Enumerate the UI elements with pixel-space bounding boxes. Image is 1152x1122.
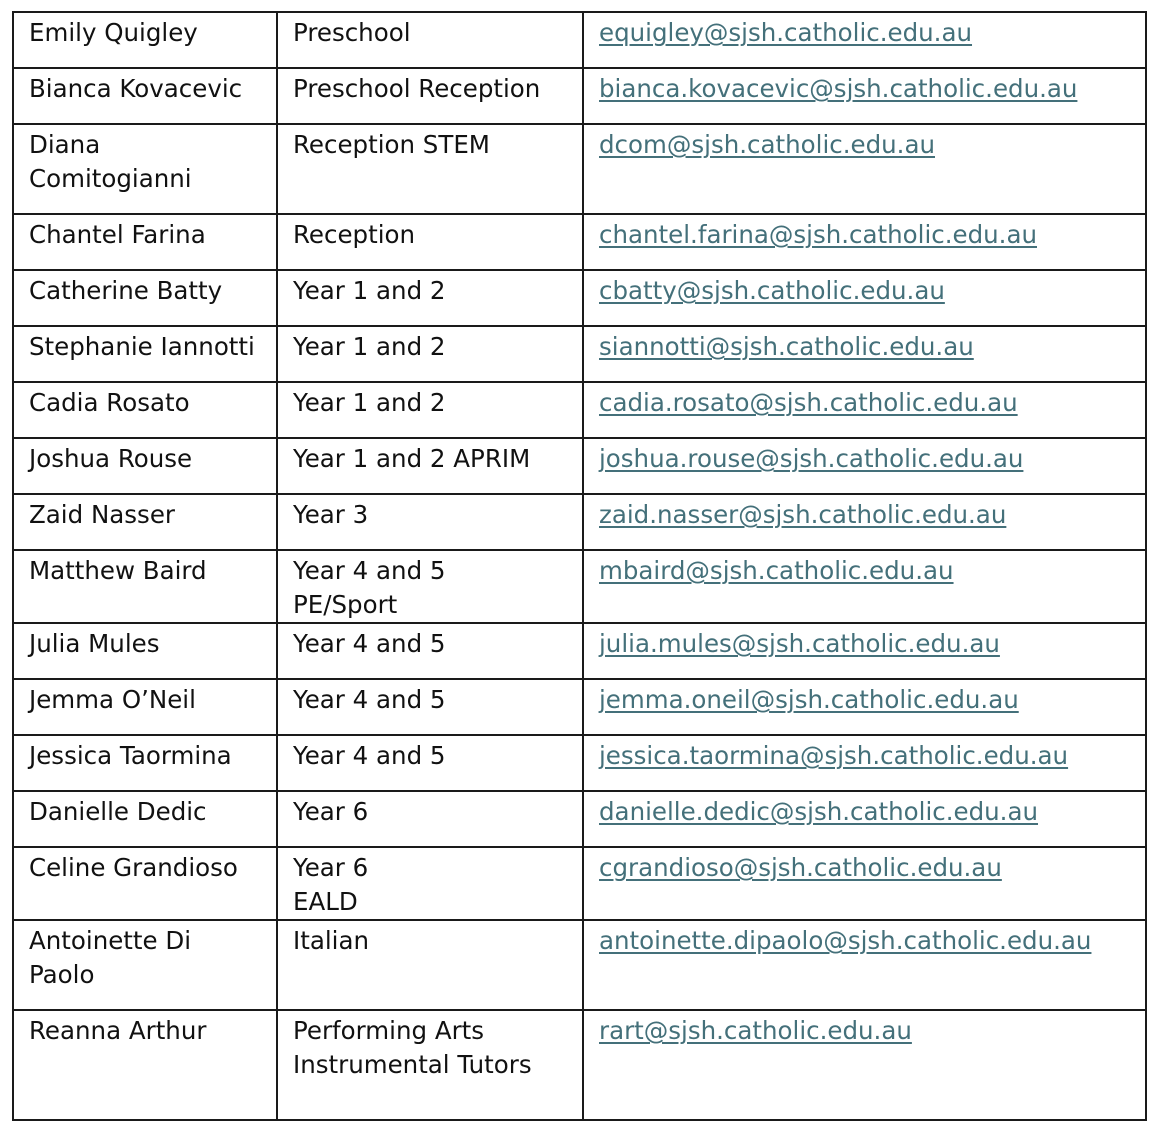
staff-email-link[interactable]: dcom@sjsh.catholic.edu.au [599,130,935,159]
staff-name: Danielle Dedic [13,791,277,847]
staff-email-link[interactable]: joshua.rouse@sjsh.catholic.edu.au [599,444,1024,473]
staff-name: Emily Quigley [13,12,277,68]
table-row [13,735,1146,791]
table-row [13,382,1146,438]
staff-email-cell [583,623,1146,679]
staff-email-link[interactable]: bianca.kovacevic@sjsh.catholic.edu.au [599,74,1078,103]
staff-role: Year 4 and 5 [277,735,583,791]
staff-email-link[interactable]: antoinette.dipaolo@sjsh.catholic.edu.au [599,926,1092,955]
staff-role: Preschool Reception [277,68,583,124]
staff-email-cell [583,550,1146,623]
staff-role: Year 1 and 2 [277,326,583,382]
staff-role: Year 1 and 2 [277,270,583,326]
staff-role: Year 4 and 5 [277,623,583,679]
staff-email-cell [583,12,1146,68]
staff-email-link[interactable]: jemma.oneil@sjsh.catholic.edu.au [599,685,1019,714]
staff-role: Year 6 EALD [277,847,583,920]
table-row [13,1010,1146,1120]
staff-name: Cadia Rosato [13,382,277,438]
table-row [13,494,1146,550]
staff-email-cell [583,68,1146,124]
staff-email-cell [583,214,1146,270]
table-row [13,270,1146,326]
staff-email-cell [583,326,1146,382]
staff-name: Diana Comitogianni [13,124,277,214]
table-row [13,326,1146,382]
staff-name: Julia Mules [13,623,277,679]
staff-email-link[interactable]: zaid.nasser@sjsh.catholic.edu.au [599,500,1007,529]
staff-email-link[interactable]: julia.mules@sjsh.catholic.edu.au [599,629,1000,658]
staff-name: Celine Grandioso [13,847,277,920]
table-row [13,847,1146,920]
staff-email-link[interactable]: chantel.farina@sjsh.catholic.edu.au [599,220,1037,249]
staff-name: Joshua Rouse [13,438,277,494]
staff-role: Year 3 [277,494,583,550]
staff-role: Year 1 and 2 [277,382,583,438]
staff-email-cell [583,494,1146,550]
staff-name: Zaid Nasser [13,494,277,550]
staff-name: Jessica Taormina [13,735,277,791]
staff-email-link[interactable]: cgrandioso@sjsh.catholic.edu.au [599,853,1002,882]
staff-email-cell [583,438,1146,494]
staff-email-link[interactable]: rart@sjsh.catholic.edu.au [599,1016,912,1045]
staff-email-link[interactable]: cbatty@sjsh.catholic.edu.au [599,276,945,305]
staff-name: Matthew Baird [13,550,277,623]
table-row [13,623,1146,679]
staff-email-link[interactable]: cadia.rosato@sjsh.catholic.edu.au [599,388,1018,417]
staff-email-cell [583,735,1146,791]
staff-email-link[interactable]: equigley@sjsh.catholic.edu.au [599,18,973,47]
staff-name: Stephanie Iannotti [13,326,277,382]
table-row [13,12,1146,68]
staff-name: Bianca Kovacevic [13,68,277,124]
table-row [13,679,1146,735]
staff-email-cell [583,124,1146,214]
table-row [13,920,1146,1010]
staff-email-cell [583,847,1146,920]
staff-name: Antoinette Di Paolo [13,920,277,1010]
staff-role: Year 1 and 2 APRIM [277,438,583,494]
staff-role: Italian [277,920,583,1010]
table-row [13,68,1146,124]
staff-name: Jemma O’Neil [13,679,277,735]
table-row [13,214,1146,270]
staff-role: Year 4 and 5 [277,679,583,735]
staff-role: Year 6 [277,791,583,847]
staff-email-link[interactable]: jessica.taormina@sjsh.catholic.edu.au [599,741,1069,770]
staff-email-link[interactable]: danielle.dedic@sjsh.catholic.edu.au [599,797,1039,826]
staff-email-cell [583,1010,1146,1120]
staff-name: Chantel Farina [13,214,277,270]
table-row [13,124,1146,214]
staff-role: Preschool [277,12,583,68]
staff-role: Reception [277,214,583,270]
staff-role: Year 4 and 5 PE/Sport [277,550,583,623]
staff-name: Reanna Arthur [13,1010,277,1120]
staff-email-cell [583,270,1146,326]
staff-email-cell [583,791,1146,847]
staff-name: Catherine Batty [13,270,277,326]
staff-role: Performing Arts Instrumental Tutors [277,1010,583,1120]
table-row [13,791,1146,847]
staff-email-link[interactable]: mbaird@sjsh.catholic.edu.au [599,556,954,585]
staff-email-cell [583,679,1146,735]
staff-contact-table [12,11,1147,1121]
table-row [13,438,1146,494]
staff-email-cell [583,920,1146,1010]
staff-email-cell [583,382,1146,438]
staff-email-link[interactable]: siannotti@sjsh.catholic.edu.au [599,332,974,361]
table-row [13,550,1146,623]
staff-role: Reception STEM [277,124,583,214]
